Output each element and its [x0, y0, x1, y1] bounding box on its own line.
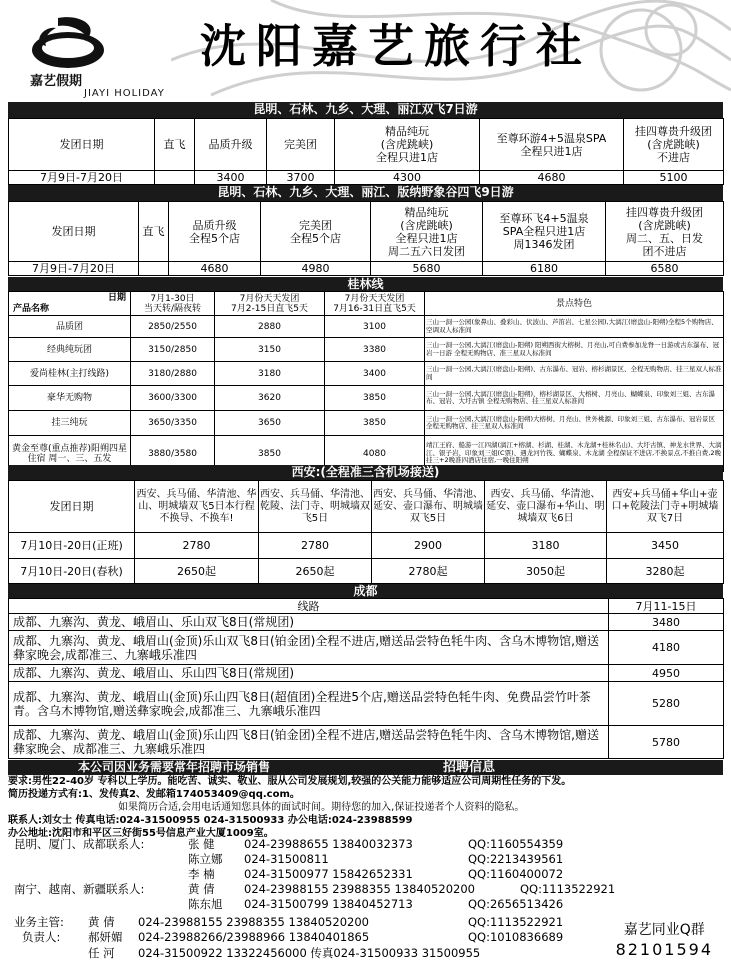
t1-h-c1: 品质升级 — [195, 119, 267, 171]
t1-p5: 5100 — [624, 171, 724, 185]
contacts-section: 昆明、厦门、成都联系人: 张 健 024-23988655 13840032373 QQ:1160554359 陈立娜 024-31500811 QQ:2213439561 李 楠 024-31500977 15842652331 QQ:1160400072 南宁、越南、新疆联系人: 黄 倩 024-23988155 23988355 13840520200 QQ:1113522921 陈东旭 024-31500799 13840452713 QQ:2656513426 业务主管: 黄 倩 024-23988155 23988355 13840520200 QQ:1113522921 负责人: 郝妍媚 024-23988266/23988966 13840401865 QQ:1010836689 任 河 024-31500922 13322456000 传真024-31500933 31500955 嘉艺同业Q群 82101594 — [14, 837, 713, 960]
table-row: 品质团 2850/2550 2880 3100 三山一洞一公园(象鼻山、叠彩山、伏波山、芦笛岩、七星公园),大漓江(磨盘山-阳朔)全程5个购物店、空调双人标准间 — [9, 316, 724, 338]
logo-icon — [28, 14, 118, 72]
t2-h-direct: 直飞 — [139, 202, 169, 262]
t2-p4: 6180 — [483, 262, 606, 276]
page-title: 沈阳嘉艺旅行社 — [200, 19, 592, 73]
xian-h-c5: 西安+兵马俑+华山+壶口+乾陵法门寺+明城墙双飞7日 — [607, 481, 724, 533]
tour2-band: 昆明、石林、九乡、大理、丽江、版纳野象谷四飞9日游 — [8, 185, 723, 201]
xian-h-date: 发团日期 — [9, 481, 135, 533]
table-row: 成都、九寨沟、黄龙、峨眉山(金顶)乐山双飞8日(铂金团)全程不进店,赠送品尝特色牦牛肉、含乌木博物馆,赠送彝家晚会,成都准三、九寨峨乐准四 4180 — [9, 631, 724, 665]
table-row: 成都、九寨沟、黄龙、峨眉山(金顶)乐山四飞8日(铂金团)全程不进店,赠送品尝特色牦牛肉、含乌木博物馆,赠送彝家晚会、成都准三、九寨峨乐准四 5780 — [9, 726, 724, 759]
t2-h-c3: 精品纯玩 (含虎跳峡) 全程只进1店 周二五六日发团 — [371, 202, 483, 262]
guilin-h-feat: 景点特色 — [425, 292, 724, 316]
table-row: 黄金至尊(重点推荐)阳朔四星住宿 周一、三、五发 3880/3580 3850 4080 靖江王府、船游一江四湖(漓江+榕湖、杉湖、桂湖、木龙湖+桂林名山)、大圩古镇、神龙水世界、大漓江、银子岩、印象刘三姐(C票)、遇龙河竹筏、蝴蝶泉、木龙湖 全程保证不进店,不换景点,不推自费,2晚挂三+2晚准四酒店住宿,一晚住阳朔 — [9, 436, 724, 472]
chengdu-h-route: 线路 — [9, 599, 609, 614]
t2-p3: 5680 — [371, 262, 483, 276]
brand-name-cn: 嘉艺假期 — [30, 74, 83, 89]
guilin-h-c1: 7月1-30日 当天转/隔夜转 — [131, 292, 215, 316]
chengdu-band: 成都 — [8, 584, 723, 598]
t2-h-c4: 至尊环飞4+5温泉 SPA全程只进1店 周1346发团 — [483, 202, 606, 262]
recruit-band: 本公司因业务需要常年招聘市场销售 招聘信息 — [8, 760, 723, 775]
t1-date: 7月9日-7月20日 — [9, 171, 155, 185]
table-row: 豪华无购物 3600/3300 3620 3850 三山一洞一公园,大漓江(磨盘山-阳朔)、榕杉湖景区、大榕树、月亮山、蝴蝶泉、印象刘三姐、古东瀑布、冠岩、大圩古镇 全程无购物店、挂三星双人标准间 — [9, 386, 724, 411]
header — [0, 0, 731, 101]
t1-p4: 4680 — [480, 171, 624, 185]
t1-p2: 3700 — [267, 171, 335, 185]
t2-p2: 4980 — [261, 262, 371, 276]
xian-h-c2: 西安、兵马俑、华清池、乾陵、法门寺、明城墙双飞5日 — [259, 481, 372, 533]
table-row: 挂三纯玩 3650/3350 3650 3850 三山一洞一公园,大漓江(磨盘山-阳朔)大榕树、月亮山、世外桃源、印象刘三姐、古东瀑布、冠岩景区 全程无购物店、挂三星双人标准间 — [9, 411, 724, 436]
t2-h-c5: 挂四尊贵升级团 (含虎跳峡) 周二、五、日发 团不进店 — [606, 202, 724, 262]
recruit-text: 要求:男性22-40岁 专科以上学历。能吃苦、诚实、敬业、服从公司发展规划,较强的公关能力能够适应公司周期性任务的下发。 简历投递方式有:1、发传真2、发邮箱174053409@qq.com。 如果简历合适,会用电话通知您具体的面试时间。期待您的加入,保证投递者个人资料的隐私。 联系人:刘女士 传真电话:024-31500955 024-31500933 办公电话:024-23988599 办公地址:沈阳市和平区三好街55号信息产业大厦1009室。 — [8, 776, 572, 839]
t1-h-c4: 至尊环游4+5温泉SPA 全程只进1店 — [480, 119, 624, 171]
t2-h-date: 发团日期 — [9, 202, 139, 262]
t1-h-c5: 挂四尊贵升级团 (含虎跳峡) 不进店 — [624, 119, 724, 171]
xian-table — [8, 480, 724, 584]
tour2-table — [8, 201, 724, 276]
t2-p5: 6580 — [606, 262, 724, 276]
tour1-band: 昆明、石林、九乡、大理、丽江双飞7日游 — [8, 102, 723, 118]
xian-h-c4: 西安、兵马俑、华清池、延安、壶口瀑布+华山、明城墙双飞6日 — [485, 481, 607, 533]
t1-h-direct: 直飞 — [155, 119, 195, 171]
t1-h-date: 发团日期 — [9, 119, 155, 171]
chengdu-table — [8, 598, 724, 759]
xian-band: 西安:(全程准三含机场接送) — [8, 465, 723, 480]
t1-h-c3: 精品纯玩 (含虎跳峡) 全程只进1店 — [335, 119, 480, 171]
t1-p3: 4300 — [335, 171, 480, 185]
table-row: 7月10日-20日(正班) 2780 2780 2900 3180 3450 — [9, 533, 724, 559]
t1-p1: 3400 — [195, 171, 267, 185]
table-row: 爱尚桂林(主打线路) 3180/2880 3180 3400 三山一洞一公园,大漓江(磨盘山-阳朔)、古东瀑布、冠岩、榕杉湖景区、全程无购物店、挂三星双人标准间 — [9, 362, 724, 386]
t2-h-c2: 完美团 全程5个店 — [261, 202, 371, 262]
xian-h-c1: 西安、兵马俑、华清池、华山、明城墙双飞5日本行程不换导、不换车! — [135, 481, 259, 533]
brand-name-en: JIAYI HOLIDAY — [84, 88, 165, 99]
chengdu-h-date: 7月11-15日 — [609, 599, 724, 614]
t2-h-c1: 品质升级 全程5个店 — [169, 202, 261, 262]
guilin-table — [8, 291, 724, 472]
xian-h-c3: 西安、兵马俑、华清池、延安、壶口瀑布、明城墙双飞5日 — [372, 481, 485, 533]
t1-h-c2: 完美团 — [267, 119, 335, 171]
table-row: 经典纯玩团 3150/2850 3150 3380 三山一洞一公园,大漓江(磨盘山-阳朔) 阳朔西街大榕树、月亮山,可自费参加龙脊一日游或古东瀑布、冠岩一日游 全程无购物店、准三星双人标准间 — [9, 338, 724, 362]
t2-date: 7月9日-7月20日 — [9, 262, 139, 276]
guilin-h-c3: 7月份天天发团 7月16-31日直飞5天 — [325, 292, 425, 316]
table-row: 成都、九寨沟、黄龙、峨眉山、乐山四飞8日(常规团) 4950 — [9, 665, 724, 682]
guilin-band: 桂林线 — [8, 277, 723, 291]
table-row: 成都、九寨沟、黄龙、峨眉山(金顶)乐山四飞8日(超值团)全程进5个店,赠送品尝特色牦牛肉、免费品尝竹叶茶青。含乌木博物馆,赠送彝家晚会,成都准三、九寨峨乐准四 5280 — [9, 682, 724, 726]
tour1-table — [8, 118, 724, 185]
t2-p1: 4680 — [169, 262, 261, 276]
table-row: 成都、九寨沟、黄龙、峨眉山、乐山双飞8日(常规团) 3480 — [9, 614, 724, 631]
qq-group: 嘉艺同业Q群 82101594 — [615, 922, 713, 959]
table-row: 7月10日-20日(春秋) 2650起 2650起 2780起 3050起 3280起 — [9, 559, 724, 584]
guilin-h-corner: 日期 产品名称 — [9, 292, 131, 316]
guilin-h-c2: 7月份天天发团 7月2-15日直飞5天 — [215, 292, 325, 316]
